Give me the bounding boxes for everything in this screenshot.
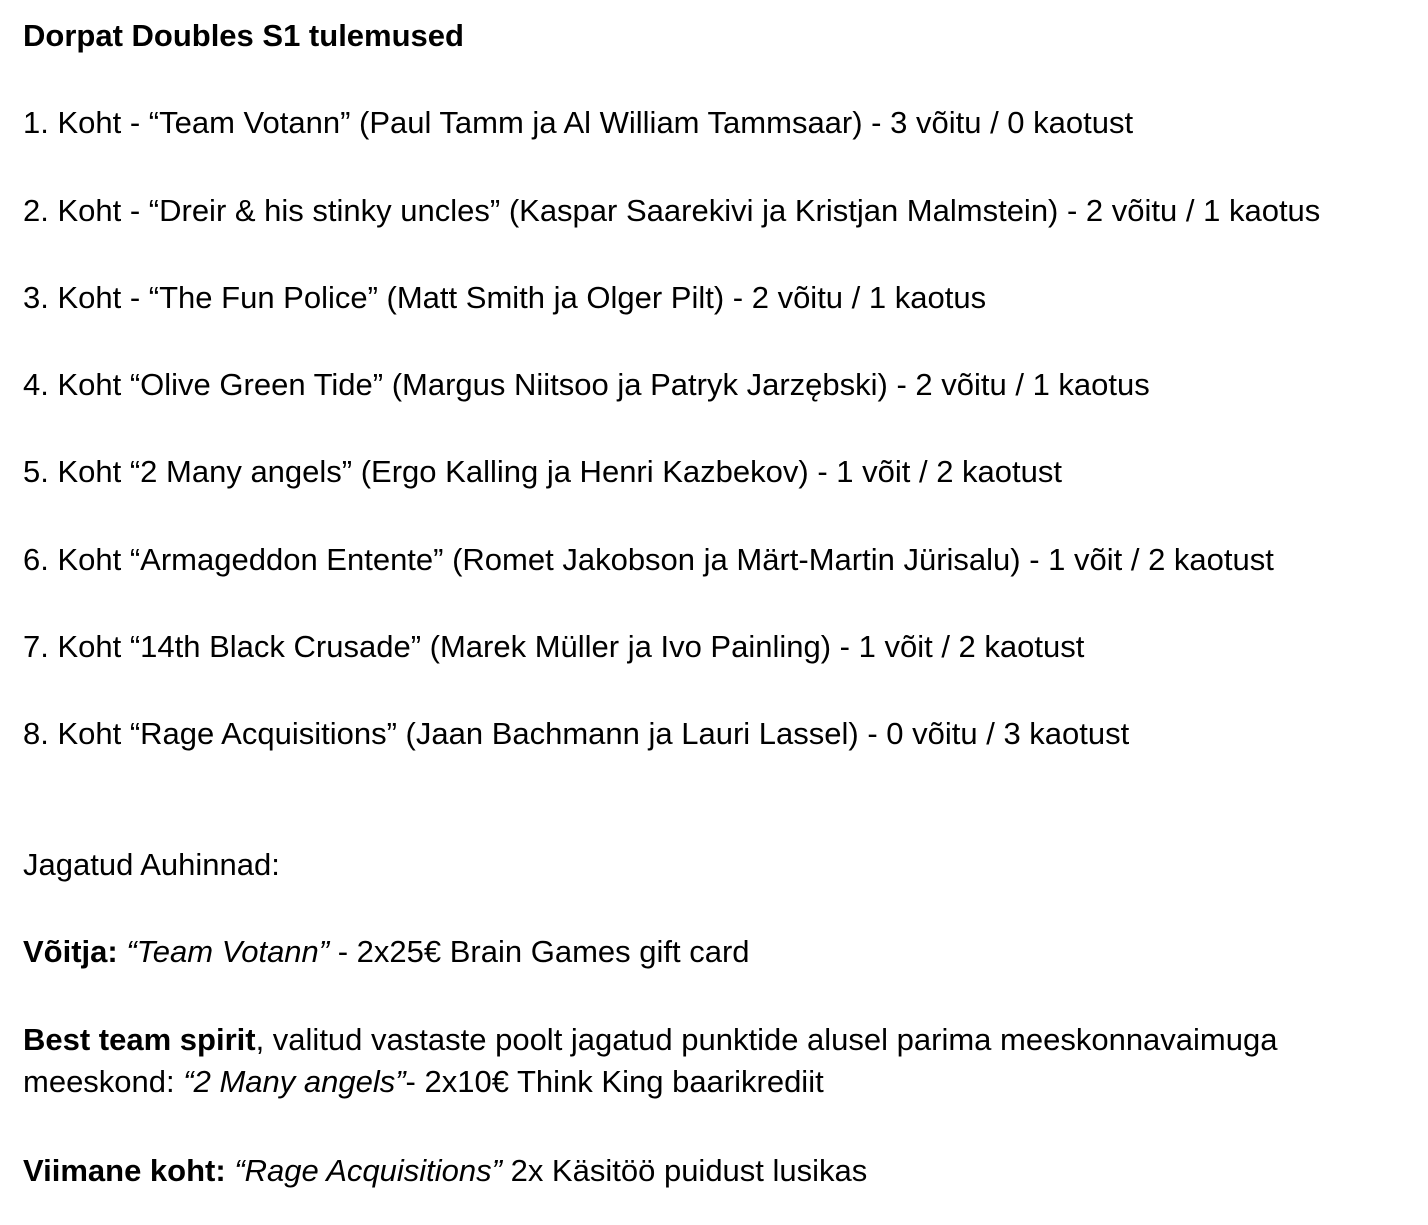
prize-spirit-team: “2 Many angels” xyxy=(183,1064,406,1099)
prize-winner-label: Võitja: xyxy=(23,934,118,969)
prize-last-place xyxy=(23,1150,867,1192)
prize-last-team: “Rage Acquisitions” xyxy=(234,1153,502,1188)
prize-team-spirit xyxy=(23,1019,1383,1103)
result-line-1: 1. Koht - “Team Votann” (Paul Tamm ja Al William Tammsaar) - 3 võitu / 0 kaotust xyxy=(23,105,1134,140)
prize-winner-team: “Team Votann” xyxy=(126,934,330,969)
result-line-5: 5. Koht “2 Many angels” (Ergo Kalling ja Henri Kazbekov) - 1 võit / 2 kaotust xyxy=(23,454,1062,489)
result-line-4: 4. Koht “Olive Green Tide” (Margus Niitsoo ja Patryk Jarzębski) - 2 võitu / 1 kaotus xyxy=(23,367,1150,402)
prize-spirit-text: , valitud vastaste poolt jagatud punktide alusel parima meeskonnavaimuga meeskond: xyxy=(23,1022,1278,1099)
prize-spirit-tail: - 2x10€ Think King baarikrediit xyxy=(405,1064,824,1099)
prize-last-label: Viimane koht: xyxy=(23,1153,226,1188)
prize-spirit-label: Best team spirit xyxy=(23,1022,256,1057)
prize-winner xyxy=(23,931,750,973)
prizes-heading: Jagatud Auhinnad: xyxy=(23,847,280,882)
result-line-7: 7. Koht “14th Black Crusade” (Marek Müller ja Ivo Painling) - 1 võit / 2 kaotust xyxy=(23,629,1085,664)
prize-last-text: 2x Käsitöö puidust lusikas xyxy=(501,1153,868,1188)
result-line-2: 2. Koht - “Dreir & his stinky uncles” (Kaspar Saarekivi ja Kristjan Malmstein) - 2 võitu / 1 kaotus xyxy=(23,193,1321,228)
result-line-8: 8. Koht “Rage Acquisitions” (Jaan Bachmann ja Lauri Lassel) - 0 võitu / 3 kaotust xyxy=(23,716,1130,751)
prize-winner-text: - 2x25€ Brain Games gift card xyxy=(329,934,750,969)
result-line-3: 3. Koht - “The Fun Police” (Matt Smith ja Olger Pilt) - 2 võitu / 1 kaotus xyxy=(23,280,987,315)
document-title: Dorpat Doubles S1 tulemused xyxy=(23,18,464,53)
result-line-6: 6. Koht “Armageddon Entente” (Romet Jakobson ja Märt-Martin Jürisalu) - 1 võit / 2 kaotust xyxy=(23,542,1274,577)
